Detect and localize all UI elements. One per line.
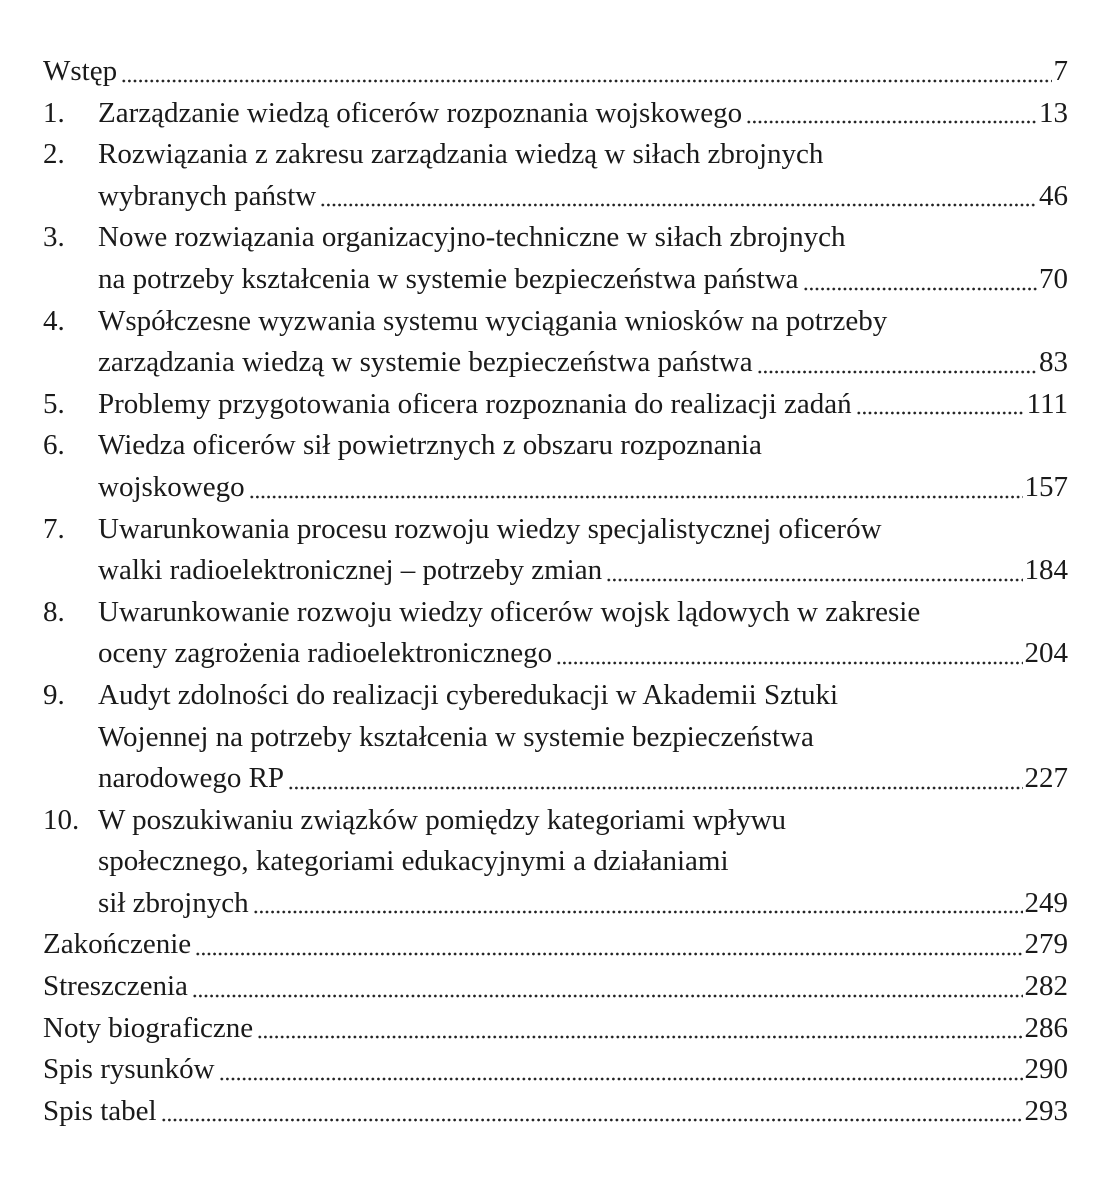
- page-number: 204: [1024, 637, 1068, 670]
- chapter-number: 6.: [43, 429, 65, 462]
- entry-title-text: Streszczenia: [43, 970, 188, 1003]
- page-number: 111: [1026, 387, 1068, 420]
- entry-title: [98, 800, 1068, 925]
- entry-title: [98, 509, 1068, 592]
- page-number: 282: [1024, 970, 1068, 1003]
- chapter-number: 9.: [43, 678, 65, 711]
- dot-leader: [757, 369, 1037, 375]
- entry-title-last-line: [98, 633, 1068, 675]
- page-number: 7: [1053, 55, 1068, 87]
- entry-title-last-line: [98, 384, 1068, 426]
- entry-title-text: narodowego RP: [98, 762, 285, 795]
- chapter-number: 5.: [43, 387, 65, 420]
- toc-entry: [43, 800, 1068, 925]
- page-number: 293: [1024, 1094, 1068, 1127]
- entry-title-line: społecznego, kategoriami edukacyjnymi a działaniami: [98, 845, 729, 878]
- entry-title-line: Uwarunkowania procesu rozwoju wiedzy specjalistycznej oficerów: [98, 512, 882, 545]
- dot-leader: [192, 993, 1023, 999]
- toc-entry: [43, 592, 1068, 675]
- entry-title-line: Wiedza oficerów sił powietrznych z obszaru rozpoznania: [98, 429, 762, 462]
- dot-leader: [856, 410, 1025, 416]
- page-number: 157: [1024, 470, 1068, 503]
- entry-title-line: Wojennej na potrzeby kształcenia w systemie bezpieczeństwa: [98, 720, 814, 753]
- entry-title: [98, 592, 1068, 675]
- entry-title: [98, 425, 1068, 508]
- page-number: 13: [1039, 96, 1068, 129]
- entry-title-text: Spis rysunków: [43, 1053, 215, 1086]
- entry-title-last-line: [98, 467, 1068, 509]
- toc-entry: [43, 93, 1068, 135]
- entry-title: [43, 1091, 1068, 1133]
- entry-title-last-line: [43, 1049, 1068, 1091]
- dot-leader: [320, 202, 1037, 208]
- chapter-number: 2.: [43, 138, 65, 171]
- chapter-number: 7.: [43, 512, 65, 545]
- toc-entry: [43, 675, 1068, 800]
- page-number: 83: [1039, 346, 1068, 379]
- entry-title: [98, 217, 1068, 300]
- entry-title-line: Współczesne wyzwania systemu wyciągania wniosków na potrzeby: [98, 304, 888, 337]
- dot-leader: [219, 1076, 1023, 1082]
- entry-title: [98, 134, 1068, 217]
- dot-leader: [556, 660, 1022, 666]
- table-of-contents: [43, 51, 1068, 1132]
- toc-entry: [43, 924, 1068, 966]
- entry-title-text: Wstęp: [43, 55, 118, 87]
- page-number: 184: [1024, 554, 1068, 587]
- toc-entry: [43, 134, 1068, 217]
- toc-entry: [43, 1049, 1068, 1091]
- page-number: 286: [1024, 1011, 1068, 1044]
- dot-leader: [288, 785, 1022, 791]
- entry-title-text: sił zbrojnych: [98, 886, 249, 919]
- page-number: 249: [1024, 886, 1068, 919]
- entry-title-line: W poszukiwaniu związków pomiędzy kategoriami wpływu: [98, 803, 787, 836]
- entry-title-line: Nowe rozwiązania organizacyjno-techniczne w siłach zbrojnych: [98, 221, 846, 254]
- entry-title: [43, 966, 1068, 1008]
- page-number: 279: [1024, 928, 1068, 961]
- page-number: 46: [1039, 179, 1068, 212]
- toc-entry: [43, 1091, 1068, 1133]
- entry-title-last-line: [98, 342, 1068, 384]
- chapter-number: 10.: [43, 803, 80, 836]
- toc-entry: [43, 301, 1068, 384]
- page-number: 70: [1039, 262, 1068, 295]
- dot-leader: [161, 1117, 1023, 1123]
- entry-title-text: wybranych państw: [98, 179, 317, 212]
- entry-title-last-line: [98, 176, 1068, 218]
- toc-entry: [43, 966, 1068, 1008]
- entry-title-text: walki radioelektronicznej – potrzeby zmian: [98, 554, 603, 587]
- entry-title-last-line: [43, 51, 1068, 93]
- chapter-number: 4.: [43, 304, 65, 337]
- chapter-number: 3.: [43, 221, 65, 254]
- toc-entry: [43, 217, 1068, 300]
- toc-entry: [43, 1008, 1068, 1050]
- dot-leader: [195, 951, 1022, 957]
- toc-entry: [43, 384, 1068, 426]
- entry-title-last-line: [43, 1091, 1068, 1133]
- entry-title-line: Rozwiązania z zakresu zarządzania wiedzą w siłach zbrojnych: [98, 138, 824, 171]
- entry-title-text: oceny zagrożenia radioelektronicznego: [98, 637, 553, 670]
- entry-title-last-line: [98, 758, 1068, 800]
- entry-title-text: wojskowego: [98, 470, 245, 503]
- entry-title-last-line: [43, 924, 1068, 966]
- chapter-number: 1.: [43, 96, 65, 129]
- entry-title: [98, 93, 1068, 135]
- dot-leader: [249, 494, 1023, 500]
- entry-title-last-line: [43, 966, 1068, 1008]
- entry-title-last-line: [98, 883, 1068, 925]
- entry-title: [43, 924, 1068, 966]
- dot-leader: [257, 1034, 1022, 1040]
- entry-title: [43, 1049, 1068, 1091]
- dot-leader: [253, 909, 1023, 915]
- entry-title-text: na potrzeby kształcenia w systemie bezpieczeństwa państwa: [98, 262, 799, 295]
- entry-title: [98, 384, 1068, 426]
- entry-title-last-line: [43, 1008, 1068, 1050]
- entry-title-last-line: [98, 93, 1068, 135]
- entry-title-text: Spis tabel: [43, 1094, 157, 1127]
- page-number: 227: [1024, 762, 1068, 795]
- toc-entry: [43, 425, 1068, 508]
- entry-title-text: Zarządzanie wiedzą oficerów rozpoznania wojskowego: [98, 96, 743, 129]
- entry-title-line: Audyt zdolności do realizacji cyberedukacji w Akademii Sztuki: [98, 678, 839, 711]
- page-number: 290: [1024, 1053, 1068, 1086]
- entry-title-last-line: [98, 550, 1068, 592]
- chapter-number: 8.: [43, 595, 65, 628]
- entry-title-text: Noty biograficzne: [43, 1011, 254, 1044]
- toc-entry: [43, 51, 1068, 93]
- entry-title: [98, 301, 1068, 384]
- entry-title: [43, 1008, 1068, 1050]
- dot-leader: [803, 286, 1037, 292]
- dot-leader: [606, 577, 1022, 583]
- toc-entry: [43, 509, 1068, 592]
- entry-title: [43, 51, 1068, 93]
- entry-title-line: Uwarunkowanie rozwoju wiedzy oficerów wojsk lądowych w zakresie: [98, 595, 921, 628]
- entry-title-text: zarządzania wiedzą w systemie bezpieczeństwa państwa: [98, 346, 753, 379]
- dot-leader: [746, 119, 1037, 125]
- entry-title-text: Zakończenie: [43, 928, 192, 961]
- entry-title-text: Problemy przygotowania oficera rozpoznania do realizacji zadań: [98, 387, 852, 420]
- entry-title-last-line: [98, 259, 1068, 301]
- dot-leader: [121, 78, 1051, 84]
- entry-title: [98, 675, 1068, 800]
